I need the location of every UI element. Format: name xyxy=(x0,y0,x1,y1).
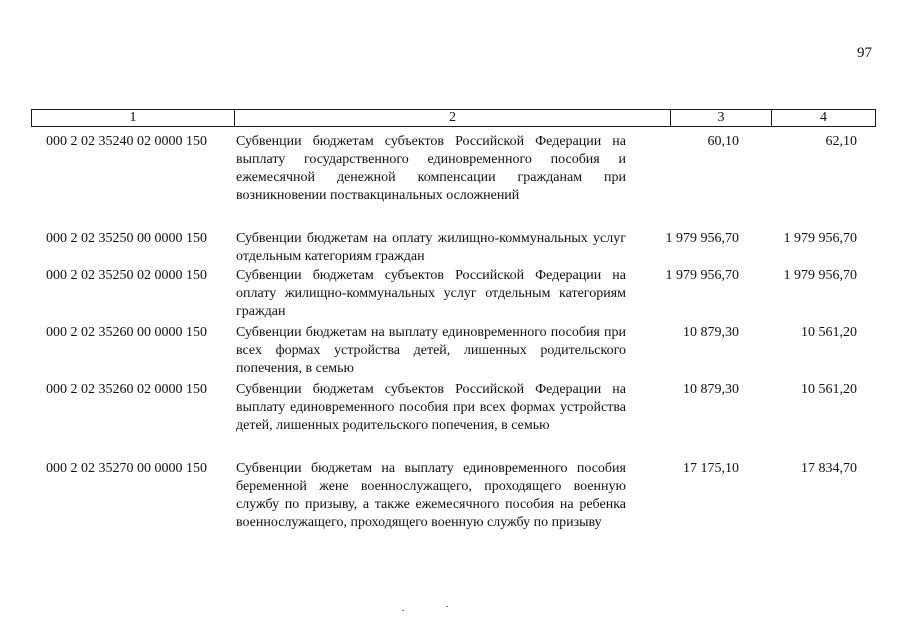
row-description: Субвенции бюджетам на выплату единовременного пособия беременной жене военнослужащего, проходящего военную службу по призыву, а также ежемесячного пособия на ребенка военнослужащего, проходящего военную службу по призыву xyxy=(236,461,626,530)
value-col-4: 10 561,20 xyxy=(801,382,857,397)
table-header xyxy=(31,109,876,127)
budget-code: 000 2 02 35260 02 0000 150 xyxy=(46,382,207,397)
value-col-4: 62,10 xyxy=(825,134,857,149)
value-col-4: 1 979 956,70 xyxy=(783,268,857,283)
header-cell-2: 2 xyxy=(234,110,670,126)
header-cell-3: 3 xyxy=(670,110,771,126)
value-col-3: 10 879,30 xyxy=(683,382,739,397)
header-cell-4: 4 xyxy=(771,110,875,126)
scan-artifact xyxy=(402,610,404,611)
value-col-4: 10 561,20 xyxy=(801,325,857,340)
page-number: 97 xyxy=(857,45,872,61)
row-description: Субвенции бюджетам на выплату единовременного пособия при всех формах устройства детей, лишенных родительского попечения, в семью xyxy=(236,325,626,376)
row-description: Субвенции бюджетам субъектов Российской Федерации на выплату государственного единовременного пособия и ежемесячной денежной компенсации гражданам при возникновении поствакцинальных осложнений xyxy=(236,134,626,203)
row-description: Субвенции бюджетам на оплату жилищно-коммунальных услуг отдельным категориям граждан xyxy=(236,231,626,264)
row-description: Субвенции бюджетам субъектов Российской Федерации на оплату жилищно-коммунальных услуг отдельным категориям граждан xyxy=(236,268,626,319)
value-col-3: 60,10 xyxy=(707,134,739,149)
value-col-3: 1 979 956,70 xyxy=(665,268,739,283)
scan-artifact xyxy=(446,606,448,607)
value-col-3: 1 979 956,70 xyxy=(665,231,739,246)
budget-code: 000 2 02 35270 00 0000 150 xyxy=(46,461,207,476)
value-col-4: 1 979 956,70 xyxy=(783,231,857,246)
budget-code: 000 2 02 35260 00 0000 150 xyxy=(46,325,207,340)
value-col-3: 17 175,10 xyxy=(683,461,739,476)
row-description: Субвенции бюджетам субъектов Российской Федерации на выплату единовременного пособия при всех формах устройства детей, лишенных родительского попечения, в семью xyxy=(236,382,626,433)
budget-code: 000 2 02 35240 02 0000 150 xyxy=(46,134,207,149)
budget-code: 000 2 02 35250 02 0000 150 xyxy=(46,268,207,283)
value-col-4: 17 834,70 xyxy=(801,461,857,476)
value-col-3: 10 879,30 xyxy=(683,325,739,340)
budget-code: 000 2 02 35250 00 0000 150 xyxy=(46,231,207,246)
header-cell-1: 1 xyxy=(129,110,137,125)
